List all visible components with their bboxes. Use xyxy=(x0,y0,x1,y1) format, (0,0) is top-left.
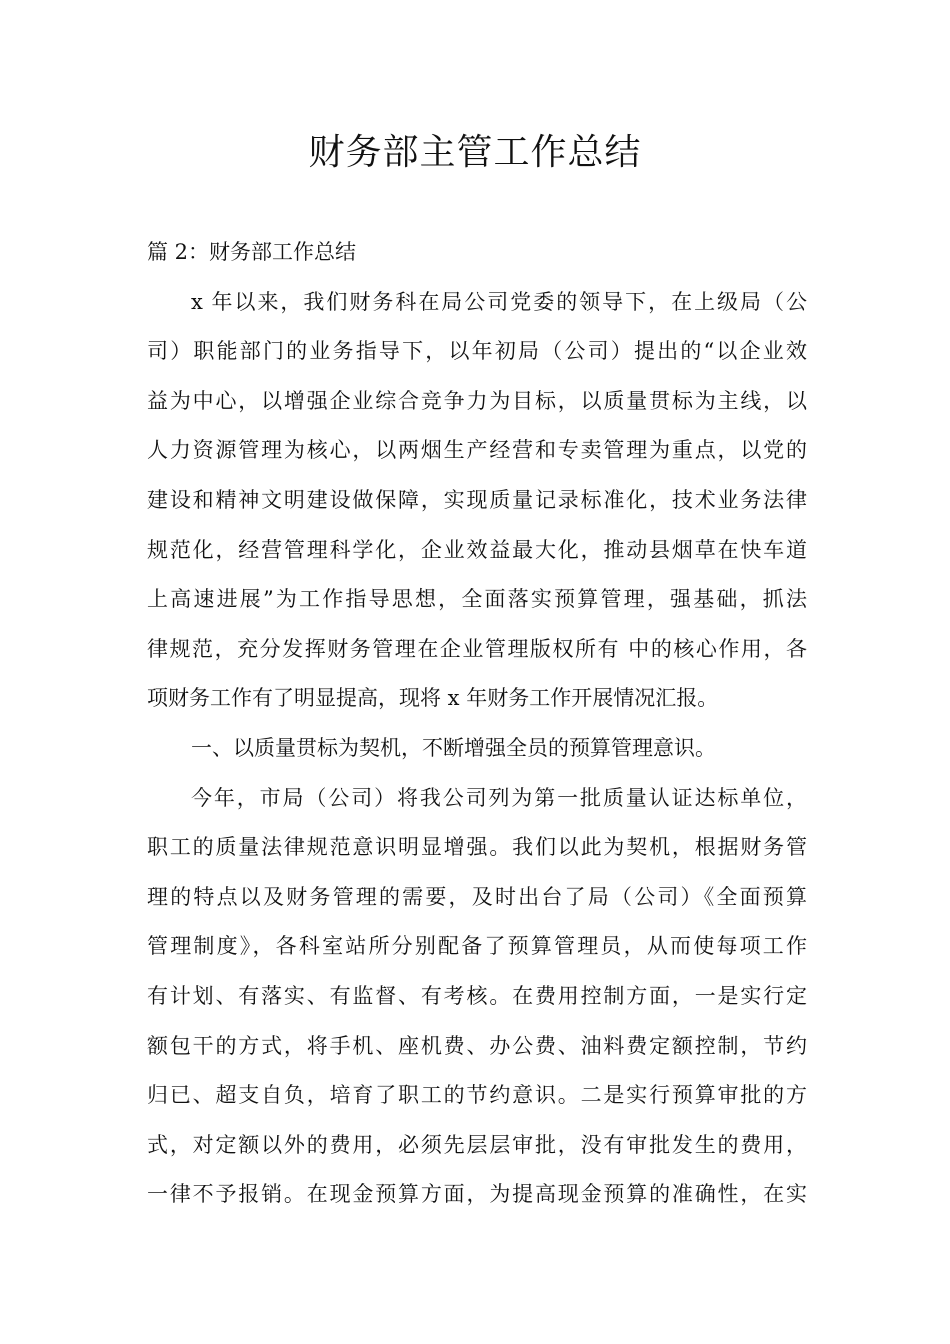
paragraph-line: 理的特点以及财务管理的需要，及时出台了局（公司）《全面预算 xyxy=(147,884,807,909)
paragraph-line: 律规范，充分发挥财务管理在企业管理版权所有 中的核心作用，各 xyxy=(147,636,807,661)
subsection-heading: 一、以质量贯标为契机，不断增强全员的预算管理意识。 xyxy=(191,735,716,760)
paragraph-line: 管理制度》，各科室站所分别配备了预算管理员，从而使每项工作 xyxy=(147,934,807,959)
paragraph-line: 益为中心，以增强企业综合竞争力为目标，以质量贯标为主线，以 xyxy=(147,388,807,413)
paragraph-line: x 年以来，我们财务科在局公司党委的领导下，在上级局（公 xyxy=(191,289,807,314)
paragraph-line: 额包干的方式，将手机、座机费、办公费、油料费定额控制，节约 xyxy=(147,1033,807,1058)
paragraph-line: 规范化，经营管理科学化，企业效益最大化，推动县烟草在快车道 xyxy=(147,537,807,562)
document-title: 财务部主管工作总结 xyxy=(308,132,642,173)
paragraph-line: 有计划、有落实、有监督、有考核。在费用控制方面，一是实行定 xyxy=(147,983,807,1008)
section-heading: 篇 2：财务部工作总结 xyxy=(147,240,357,264)
paragraph-line: 司）职能部门的业务指导下，以年初局（公司）提出的“以企业效 xyxy=(147,339,807,364)
document-body xyxy=(147,228,807,1220)
paragraph-line: 式，对定额以外的费用，必须先层层审批，没有审批发生的费用， xyxy=(147,1132,807,1157)
paragraph-line: 人力资源管理为核心，以两烟生产经营和专卖管理为重点，以党的 xyxy=(147,438,807,463)
paragraph-line: 建设和精神文明建设做保障，实现质量记录标准化，技术业务法律 xyxy=(147,487,807,512)
paragraph-line: 项财务工作有了明显提高，现将 x 年财务工作开展情况汇报。 xyxy=(147,686,719,711)
paragraph-line: 今年，市局（公司）将我公司列为第一批质量认证达标单位， xyxy=(191,785,807,810)
paragraph-line: 职工的质量法律规范意识明显增强。我们以此为契机，根据财务管 xyxy=(147,835,807,860)
paragraph-line: 一律不予报销。在现金预算方面，为提高现金预算的准确性，在实 xyxy=(147,1182,807,1207)
paragraph-line: 归已、超支自负，培育了职工的节约意识。二是实行预算审批的方 xyxy=(147,1083,807,1108)
paragraph-line: 上高速进展”为工作指导思想，全面落实预算管理，强基础，抓法 xyxy=(147,587,807,612)
